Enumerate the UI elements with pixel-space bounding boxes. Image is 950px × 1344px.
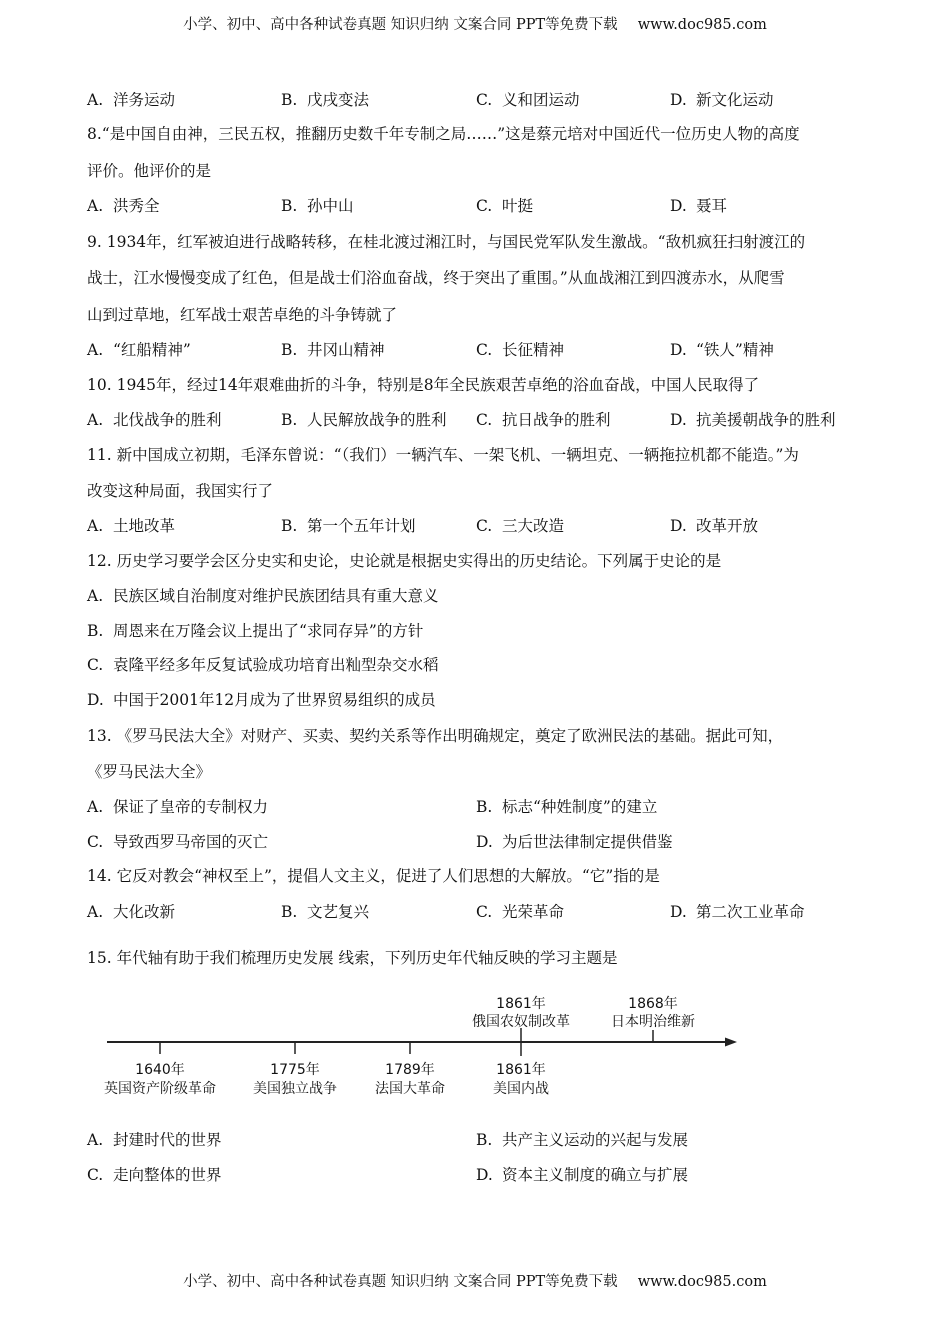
q9-option-d[interactable]: D. “铁人”精神 (670, 341, 774, 359)
history-timeline (85, 990, 745, 1105)
q12-option-d[interactable]: D. 中国于2001年12月成为了世界贸易组织的成员 (87, 691, 436, 709)
timeline-above-event-1: 俄国农奴制改革 (472, 1014, 570, 1030)
q13-stem-cont: 《罗马民法大全》 (87, 763, 212, 781)
q11-stem: 11. 新中国成立初期，毛泽东曾说：“（我们）一辆汽车、一架飞机、一辆坦克、一辆拖拉机都不能造。”为 (87, 446, 799, 464)
timeline-above-year-1: 1861年 (496, 996, 546, 1012)
q9-stem-cont-2: 山到过草地，红军战士艰苦卓绝的斗争铸就了 (87, 306, 398, 324)
q13-options-row1 (0, 797, 950, 817)
q15-options-row1 (0, 1130, 950, 1150)
q10-option-b[interactable]: B. 人民解放战争的胜利 (281, 411, 447, 429)
q8-option-a[interactable]: A. 洪秀全 (87, 197, 160, 215)
q14-stem: 14. 它反对教会“神权至上”，提倡人文主义，促进了人们思想的大解放。“它”指的是 (87, 867, 660, 885)
q12-option-c[interactable]: C. 袁隆平经多年反复试验成功培育出籼型杂交水稻 (87, 656, 439, 674)
timeline-below-year-1: 1640年 (135, 1062, 185, 1078)
header-text: 小学、初中、高中各种试卷真题 知识归纳 文案合同 PPT等免费下载 (183, 17, 618, 33)
q9-option-a[interactable]: A. “红船精神” (87, 341, 191, 359)
q11-option-c[interactable]: C. 三大改造 (476, 517, 565, 535)
q11-option-d[interactable]: D. 改革开放 (670, 517, 759, 535)
q8-option-d[interactable]: D. 聂耳 (670, 197, 728, 215)
q14-option-d[interactable]: D. 第二次工业革命 (670, 903, 805, 921)
q12-option-c-row (0, 655, 950, 675)
q7-option-d[interactable]: D. 新文化运动 (670, 91, 774, 109)
timeline-arrowhead (725, 1038, 737, 1047)
q10-option-c[interactable]: C. 抗日战争的胜利 (476, 411, 611, 429)
q7-option-a[interactable]: A. 洋务运动 (87, 91, 176, 109)
q14-option-c[interactable]: C. 光荣革命 (476, 903, 565, 921)
q13-options-row2 (0, 832, 950, 852)
q13-option-c[interactable]: C. 导致西罗马帝国的灭亡 (87, 833, 269, 851)
page-header (0, 13, 950, 34)
q13-option-a[interactable]: A. 保证了皇帝的专制权力 (87, 798, 269, 816)
timeline-above-event-2: 日本明治维新 (611, 1014, 695, 1030)
q15-option-a[interactable]: A. 封建时代的世界 (87, 1131, 222, 1149)
q15-stem: 15. 年代轴有助于我们梳理历史发展 线索，下列历史年代轴反映的学习主题是 (87, 949, 618, 967)
q7-option-c[interactable]: C. 义和团运动 (476, 91, 580, 109)
q8-option-b[interactable]: B. 孙中山 (281, 197, 354, 215)
q9-stem: 9. 1934年，红军被迫进行战略转移，在桂北渡过湘江时，与国民党军队发生激战。“敌机疯狂扫射渡江的 (87, 233, 806, 251)
q14-option-b[interactable]: B. 文艺复兴 (281, 903, 370, 921)
q12-option-a[interactable]: A. 民族区域自治制度对维护民族团结具有重大意义 (87, 587, 439, 605)
timeline-below-year-2: 1775年 (270, 1062, 320, 1078)
q12-option-b-row (0, 621, 950, 641)
q15-options-row2 (0, 1165, 950, 1185)
header-site-link[interactable]: www.doc985.com (637, 17, 767, 33)
q8-stem-cont: 评价。他评价的是 (87, 162, 212, 180)
q9-options (0, 340, 950, 360)
q11-option-b[interactable]: B. 第一个五年计划 (281, 517, 416, 535)
q11-options (0, 516, 950, 536)
footer-text: 小学、初中、高中各种试卷真题 知识归纳 文案合同 PPT等免费下载 (183, 1274, 618, 1290)
q9-option-b[interactable]: B. 井冈山精神 (281, 341, 385, 359)
q15-option-b[interactable]: B. 共产主义运动的兴起与发展 (476, 1131, 689, 1149)
q11-option-a[interactable]: A. 土地改革 (87, 517, 176, 535)
q8-stem: 8.“是中国自由神，三民五权，推翻历史数千年专制之局……”这是蔡元培对中国近代一位历史人物的高度 (87, 125, 800, 143)
q10-option-a[interactable]: A. 北伐战争的胜利 (87, 411, 222, 429)
q12-option-d-row (0, 690, 950, 710)
q10-option-d[interactable]: D. 抗美援朝战争的胜利 (670, 411, 836, 429)
q13-option-b[interactable]: B. 标志“种姓制度”的建立 (476, 798, 658, 816)
q12-option-b[interactable]: B. 周恩来在万隆会议上提出了“求同存异”的方针 (87, 622, 424, 640)
q13-option-d[interactable]: D. 为后世法律制定提供借鉴 (476, 833, 673, 851)
q11-stem-cont: 改变这种局面，我国实行了 (87, 482, 274, 500)
timeline-below-event-1: 英国资产阶级革命 (104, 1081, 216, 1097)
q7-options (0, 90, 950, 110)
timeline-below-year-4: 1861年 (496, 1062, 546, 1078)
q15-option-c[interactable]: C. 走向整体的世界 (87, 1166, 222, 1184)
q9-stem-cont-1: 战士，江水慢慢变成了红色，但是战士们浴血奋战，终于突出了重围。”从血战湘江到四渡赤水，从爬雪 (87, 269, 785, 287)
q15-option-d[interactable]: D. 资本主义制度的确立与扩展 (476, 1166, 689, 1184)
timeline-below-event-3: 法国大革命 (375, 1081, 445, 1097)
q10-stem: 10. 1945年，经过14年艰难曲折的斗争，特别是8年全民族艰苦卓绝的浴血奋战，中国人民取得了 (87, 376, 760, 394)
q14-options (0, 902, 950, 922)
q12-stem: 12. 历史学习要学会区分史实和史论，史论就是根据史实得出的历史结论。下列属于史论的是 (87, 552, 722, 570)
q7-option-b[interactable]: B. 戊戌变法 (281, 91, 370, 109)
timeline-above-year-2: 1868年 (628, 996, 678, 1012)
q8-option-c[interactable]: C. 叶挺 (476, 197, 534, 215)
q9-option-c[interactable]: C. 长征精神 (476, 341, 565, 359)
q12-option-a-row (0, 586, 950, 606)
timeline-below-year-3: 1789年 (385, 1062, 435, 1078)
footer-site-link[interactable]: www.doc985.com (637, 1274, 767, 1290)
q8-options (0, 196, 950, 216)
timeline-below-event-2: 美国独立战争 (253, 1081, 337, 1097)
page-footer (0, 1270, 950, 1291)
q10-options (0, 410, 950, 430)
q14-option-a[interactable]: A. 大化改新 (87, 903, 176, 921)
timeline-below-event-4: 美国内战 (493, 1081, 549, 1097)
q13-stem: 13. 《罗马民法大全》对财产、买卖、契约关系等作出明确规定，奠定了欧洲民法的基础。据此可知， (87, 727, 784, 745)
